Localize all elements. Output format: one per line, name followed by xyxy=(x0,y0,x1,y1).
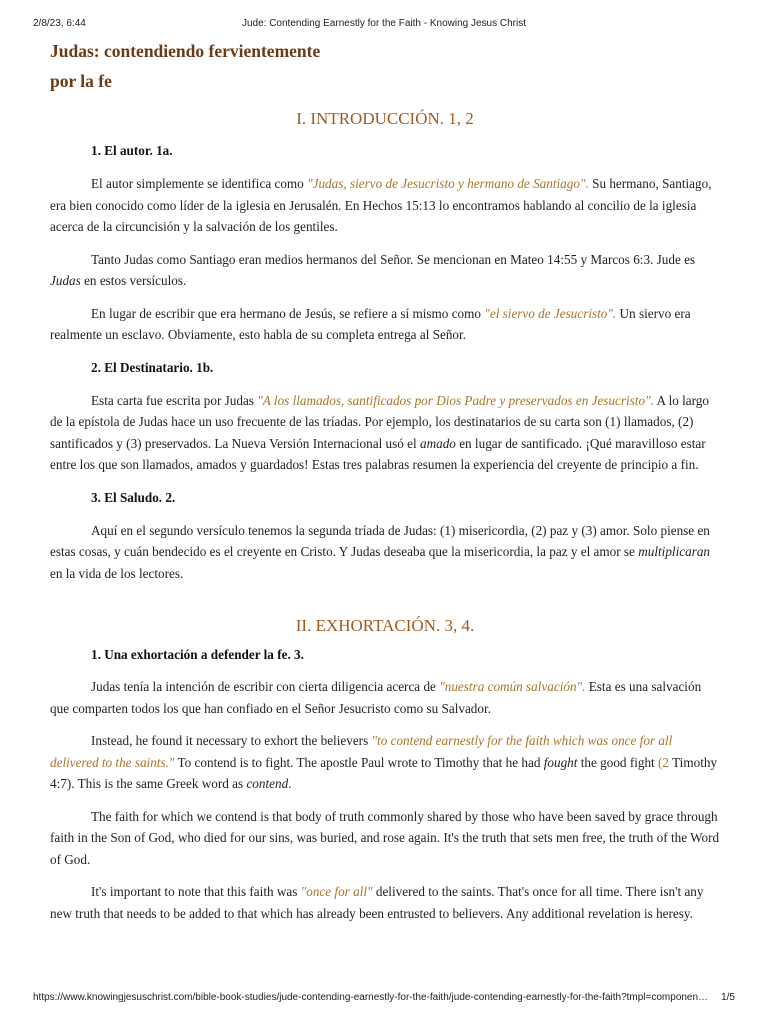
subheading-el-autor: 1. El autor. 1a. xyxy=(91,143,173,158)
article-title-line-1: Judas: contendiendo fervientemente xyxy=(50,41,321,61)
page-number: 1/5 xyxy=(721,992,735,1003)
paragraph-destinatario: Esta carta fue escrita por Judas "A los llamados, santificados por Dios Padre y preservados en Jesucristo". A lo largo de la epístola de Judas hace un uso frecuente de las tríadas. Por ejemplo, los destinatarios de su carta son (1) llamados, (2) santificados y (3) preservados. La Nueva Versión Internacional usó el amado en lugar de santificado. ¡Qué maravilloso estar entre los que son llamados, amados y guardados! Estas tres palabras resumen la experiencia del creyente de principio a fin. xyxy=(50,392,709,472)
quote-text: "nuestra común salvación". xyxy=(439,679,586,694)
paragraph-autor-2: Tanto Judas como Santiago eran medios hermanos del Señor. Se mencionan en Mateo 14:55 y Marcos 6:3. Jude es Judas en estos versículos. xyxy=(50,251,696,288)
print-page-title: Jude: Contending Earnestly for the Faith - Knowing Jesus Christ xyxy=(241,18,527,29)
section-heading-introduccion: I. INTRODUCCIÓN. 1, 2 xyxy=(296,109,474,128)
paragraph-saludo: Aquí en el segundo versículo tenemos la segunda tríada de Judas: (1) misericordia, (2) paz y (3) amor. Solo piense en estas cosas, y cuán bendecido es el creyente en Cristo. Y Judas deseaba que la misericordia, la paz y el amor se multiplicaran en la vida de los lectores. xyxy=(50,522,711,581)
quote-text: "Judas, siervo de Jesucristo y hermano de Santiago". xyxy=(307,176,589,191)
subheading-saludo: 3. El Saludo. 2. xyxy=(91,489,176,505)
paragraph-exhortacion-4: It's important to note that this faith was "once for all" delivered to the saints. That's once for all time. There isn't any new truth that needs to be added to that which has already been entrusted to believers. Any additional revelation is heresy. xyxy=(50,884,704,921)
section-heading-exhortacion: II. EXHORTACIÓN. 3, 4. xyxy=(295,616,475,635)
quote-text: "el siervo de Jesucristo". xyxy=(484,305,617,321)
paragraph-autor-3: En lugar de escribir que era hermano de Jesús, se refiere a sí mismo como "el siervo de Jesucristo". Un siervo era realmente un esclavo. Obviamente, esto habla de su completa entrega al Señor. xyxy=(50,305,691,342)
article-title xyxy=(50,36,370,96)
quote-text: "A los llamados, santificados por Dios Padre y preservados en Jesucristo". xyxy=(257,392,654,408)
print-date: 2/8/23, 6:44 xyxy=(33,18,86,29)
quote-text: "once for all" xyxy=(300,884,373,899)
subheading-destinatario: 2. El Destinatario. 1b. xyxy=(91,359,214,375)
subheading-exhortacion: 1. Una exhortación a defender la fe. 3. xyxy=(91,647,304,662)
article-title-line-2: por la fe xyxy=(50,71,112,91)
paragraph-exhortacion-3: The faith for which we contend is that body of truth commonly shared by those who have been saved by grace through faith in the Son of God, who died for our sins, was buried, and rose again. It's the truth that sets men free, the truth of the Word of God. xyxy=(50,808,720,867)
paragraph-autor-1: El autor simplemente se identifica como "Judas, siervo de Jesucristo y hermano de Santiago". Su hermano, Santiago, era bien conocido como líder de la iglesia en Jerusalén. En Hechos 15:13 lo encontramos hablando al concilio de la iglesia acerca de la circuncisión y la salvación de los gentiles. xyxy=(50,176,712,234)
quote-text: "to contend earnestly for the faith which was once for all delivered to the saints." xyxy=(50,733,673,770)
paragraph-exhortacion-1: Judas tenía la intención de escribir con cierta diligencia acerca de "nuestra común salvación". Esta es una salvación que comparten todos los que han confiado en el Señor Jesucristo como su Salvador. xyxy=(50,679,702,716)
print-url: https://www.knowingjesuschrist.com/bible-book-studies/jude-contending-earnestly-for-the-faith/jude-contending-earnestly-for-the-faith?tmpl=componen… xyxy=(33,992,709,1003)
paragraph-exhortacion-2: Instead, he found it necessary to exhort the believers "to contend earnestly for the faith which was once for all delivered to the saints." To contend is to fight. The apostle Paul wrote to Timothy that he had fought the good fight (2 Timothy 4:7). This is the same Greek word as contend. xyxy=(50,733,718,791)
article xyxy=(50,36,720,924)
